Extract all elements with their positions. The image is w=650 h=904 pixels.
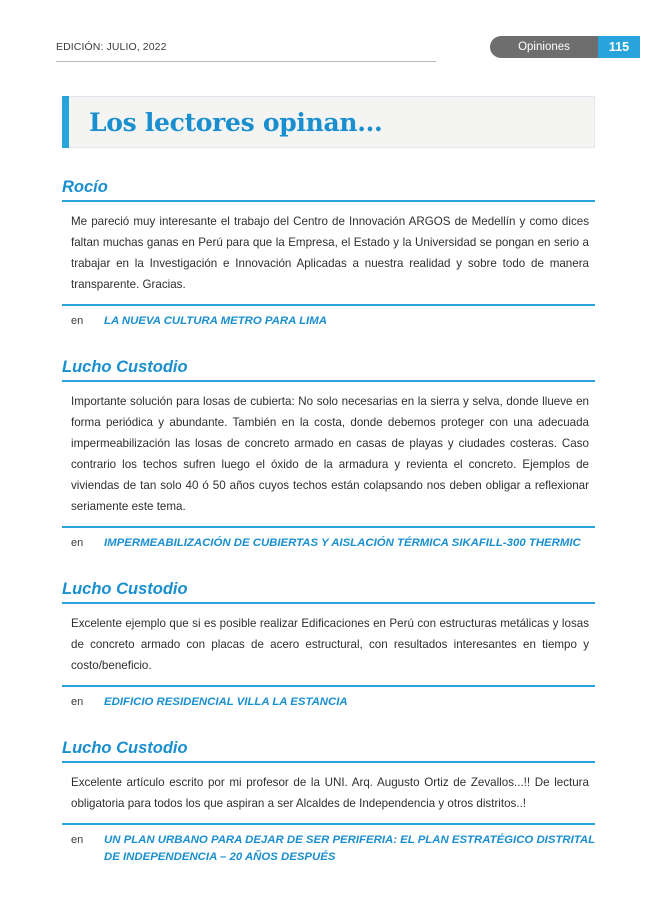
section-title-banner [62, 96, 595, 148]
entry-body-text: Me pareció muy interesante el trabajo del Centro de Innovación ARGOS de Medellín y como dices faltan muchas ganas en Perú para que la Empresa, el Estado y la Universidad se pongan en serio a trabajar en la Investigación e Innovación Aplicadas a nuestra realidad y sobre todo de manera transparente. Gracias. [71, 215, 589, 291]
entry-source-title-link[interactable]: EDIFICIO RESIDENCIAL VILLA LA ESTANCIA [104, 696, 348, 708]
entry-source [62, 687, 595, 715]
entry-source-label: en [71, 834, 84, 846]
entry-source-title-link[interactable]: UN PLAN URBANO PARA DEJAR DE SER PERIFERIA: EL PLAN ESTRATÉGICO DISTRITAL DE INDEPENDENCIA – 20 AÑOS DESPUÉS [104, 834, 595, 863]
edition-line [56, 36, 436, 62]
entry-author-name: Rocío [62, 178, 108, 196]
entry-spacer [62, 334, 595, 350]
page-number-badge: 115 [598, 36, 640, 58]
entry-source [62, 825, 595, 870]
entry-spacer [62, 715, 595, 731]
entry-body-text: Excelente ejemplo que si es posible realizar Edificaciones en Perú con estructuras metálicas y losas de concreto armado con placas de acero estructural, con resultados interesantes en tiempo y costo/beneficio. [71, 617, 589, 672]
entry-body-text: Excelente artículo escrito por mi profesor de la UNI. Arq. Augusto Ortiz de Zevallos...!! De lectura obligatoria para todos los que aspiran a ser Alcaldes de Independencia y otros distritos..! [71, 776, 589, 810]
entry-body-text: Importante solución para losas de cubierta: No solo necesarias en la sierra y selva, donde llueve en forma periódica y abundante. También en la costa, donde debemos proteger con una adecuada impermeabilización las losas de concreto armado en casas de playas y ciudades costeras. Caso contrario los techos sufren luego el óxido de la armadura y revienta el concreto. Ejemplos de viviendas de tan solo 40 ó 50 años cuyos techos están colapsando nos deben obligar a reflexionar seriamente este tema. [71, 395, 589, 513]
opinion-entry [62, 578, 595, 731]
opinion-entry [62, 176, 595, 350]
entry-source [62, 528, 595, 556]
entry-source-label: en [71, 315, 84, 327]
entry-author-name: Lucho Custodio [62, 358, 188, 376]
entry-author-name: Lucho Custodio [62, 739, 188, 757]
entry-source [62, 306, 595, 334]
page-title: Los lectores opinan... [89, 107, 383, 137]
section-tab-opiniones: Opiniones [490, 36, 598, 58]
entry-spacer [62, 556, 595, 572]
opinion-entry [62, 356, 595, 572]
opinion-entry [62, 737, 595, 870]
entry-source-title-link[interactable]: LA NUEVA CULTURA METRO PARA LIMA [104, 315, 327, 327]
banner-accent-bar [62, 96, 69, 148]
entry-source-label: en [71, 696, 84, 708]
entry-author-name: Lucho Custodio [62, 580, 188, 598]
page-header [0, 36, 650, 62]
edition-label: EDICIÓN: JULIO, 2022 [56, 41, 167, 53]
opinion-entries-list [62, 176, 595, 876]
entry-source-label: en [71, 537, 84, 549]
entry-source-title-link[interactable]: IMPERMEABILIZACIÓN DE CUBIERTAS Y AISLACIÓN TÉRMICA SIKAFILL-300 THERMIC [104, 537, 581, 549]
